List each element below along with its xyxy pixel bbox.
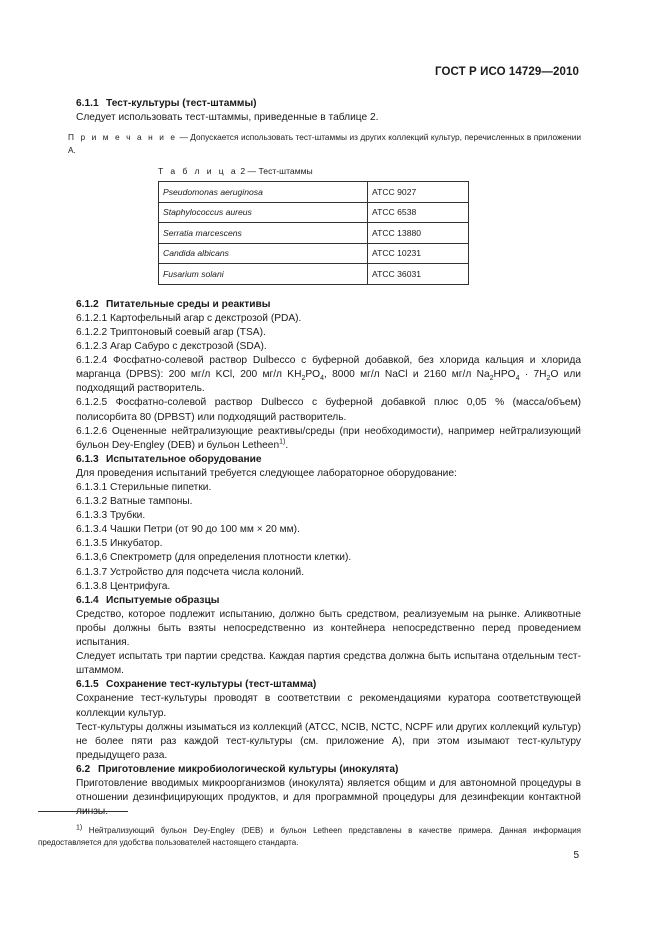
atcc-cell: ATCC 10231	[368, 243, 469, 264]
atcc-cell: ATCC 36031	[368, 264, 469, 285]
atcc-cell: ATCC 9027	[368, 182, 469, 203]
footnote: $^{1)}$ Нейтрализующий бульон Dey-Engley (DEB) и бульон Letheen представлены в качестве примера. Данная информация предоставляется для удобства пользователей настоящего стандарта.	[38, 824, 581, 847]
section-6-1-1-text: Следует использовать тест-штаммы, приведенные в таблице 2.	[76, 112, 379, 124]
table-note: П р и м е ч а н и е — Допускается использовать тест-штаммы из других коллекций культур, перечисленных в приложении А.	[68, 132, 581, 155]
section-6-2-heading: 6.2 Приготовление микробиологической культуры (инокулята)	[76, 763, 399, 775]
footnote-ref: 1)	[279, 438, 286, 446]
atcc-cell: ATCC 6538	[368, 202, 469, 223]
paragraph: Сохранение тест-культуры проводят в соответствии с рекомендациями куратора соответствующей коллекции культур.	[76, 693, 581, 719]
page-content	[68, 97, 581, 819]
section-6-1-3-heading: 6.1.3 Испытательное оборудование	[76, 453, 262, 465]
list-item: 6.1.2.3 Агар Сабуро с декстрозой (SDA).	[76, 341, 267, 353]
paragraph: Тест-культуры должны изыматься из коллекций (ATCC, NCIB, NCTC, NCPF или других коллекций культур) не более пяти раз каждой тест-культуры (см. приложение А), при этом изымают тест-культуру предыдущего раза.	[76, 721, 581, 761]
section-6-1-2-heading: 6.1.2 Питательные среды и реактивы	[76, 298, 271, 310]
list-item: 6.1.2.1 Картофельный агар с декстрозой (PDA).	[76, 312, 302, 324]
organism-cell: Serratia marcescens	[159, 223, 368, 244]
organism-cell: Fusarium solani	[159, 264, 368, 285]
table-row	[159, 243, 469, 264]
table-row	[159, 202, 469, 223]
paragraph: Средство, которое подлежит испытанию, должно быть средством, реализуемым на рынке. Аликвотные пробы должны быть взяты непосредственно из контейнера непосредственно перед проведением испытания.	[76, 608, 581, 649]
paragraph: Приготовление вводимых микроорганизмов (инокулята) является общим и для автономной процедуры в отношении дезинфицирующих продуктов, и для программной процедуры для дезинфекции контактной линзы.	[76, 777, 581, 818]
table-row	[159, 264, 469, 285]
test-strains-table	[158, 181, 469, 285]
list-item: 6.1.3.4 Чашки Петри (от 90 до 100 мм × 20 мм).	[76, 524, 300, 536]
paragraph: Следует испытать три партии средства. Каждая партия средства должна быть испытана отдельным тест-штаммом.	[76, 651, 581, 677]
list-item: 6.1.3.8 Центрифуга.	[76, 580, 171, 592]
list-item: 6.1.2.2 Триптоновый соевый агар (TSA).	[76, 326, 266, 338]
page-number: 5	[573, 850, 579, 861]
list-item: 6.1.3.7 Устройство для подсчета числа колоний.	[76, 566, 305, 578]
footnote-divider	[38, 811, 128, 812]
table-row	[159, 223, 469, 244]
organism-cell: Pseudomonas aeruginosa	[159, 182, 368, 203]
organism-cell: Staphylococcus aureus	[159, 202, 368, 223]
list-item: 6.1.3.2 Ватные тампоны.	[76, 496, 193, 508]
list-item: 6.1.3.3 Трубки.	[76, 510, 146, 522]
organism-cell: Candida albicans	[159, 243, 368, 264]
document-header: ГОСТ Р ИСО 14729—2010	[434, 66, 579, 78]
section-6-1-3-intro: Для проведения испытаний требуется следующее лабораторное оборудование:	[76, 467, 457, 479]
list-item: 6.1.3,6 Спектрометр (для определения плотности клетки).	[76, 552, 352, 564]
atcc-cell: ATCC 13880	[368, 223, 469, 244]
list-item: 6.1.2.4 Фосфатно-солевой раствор Dulbecco с буферной добавкой, без хлорида кальция и хлорида марганца (DPBS): 200 мг/л KCl, 200 мг/л $KH_2PO_4$, 8000 мг/л NaCl и 2160 мг/л $Na_2HPO_4 \cdot 7H_2O$ или подходящий растворитель.	[76, 355, 581, 395]
table-row	[159, 182, 469, 203]
section-6-1-1-heading: 6.1.1 Тест-культуры (тест-штаммы)	[76, 98, 257, 109]
table-2-caption: Т а б л и ц а 2 — Тест-штаммы	[158, 166, 313, 177]
list-item: 6.1.3.5 Инкубатор.	[76, 538, 163, 550]
list-item: 6.1.2.6 Оцененные нейтрализующие реактивы/среды (при необходимости), например нейтрализующий бульон Dey-Engley (DEB) и бульон Letheen$^{1)}$.	[76, 425, 581, 451]
section-6-1-5-heading: 6.1.5 Сохранение тест-культуры (тест-штамма)	[76, 679, 317, 691]
list-item: 6.1.3.1 Стерильные пипетки.	[76, 482, 212, 493]
section-6-1-4-heading: 6.1.4 Испытуемые образцы	[76, 594, 220, 606]
list-item: 6.1.2.5 Фосфатно-солевой раствор Dulbecco с буферной добавкой плюс 0,05 % (масса/объем) полисорбита 80 (DPBST) или подходящий растворитель.	[76, 397, 581, 423]
